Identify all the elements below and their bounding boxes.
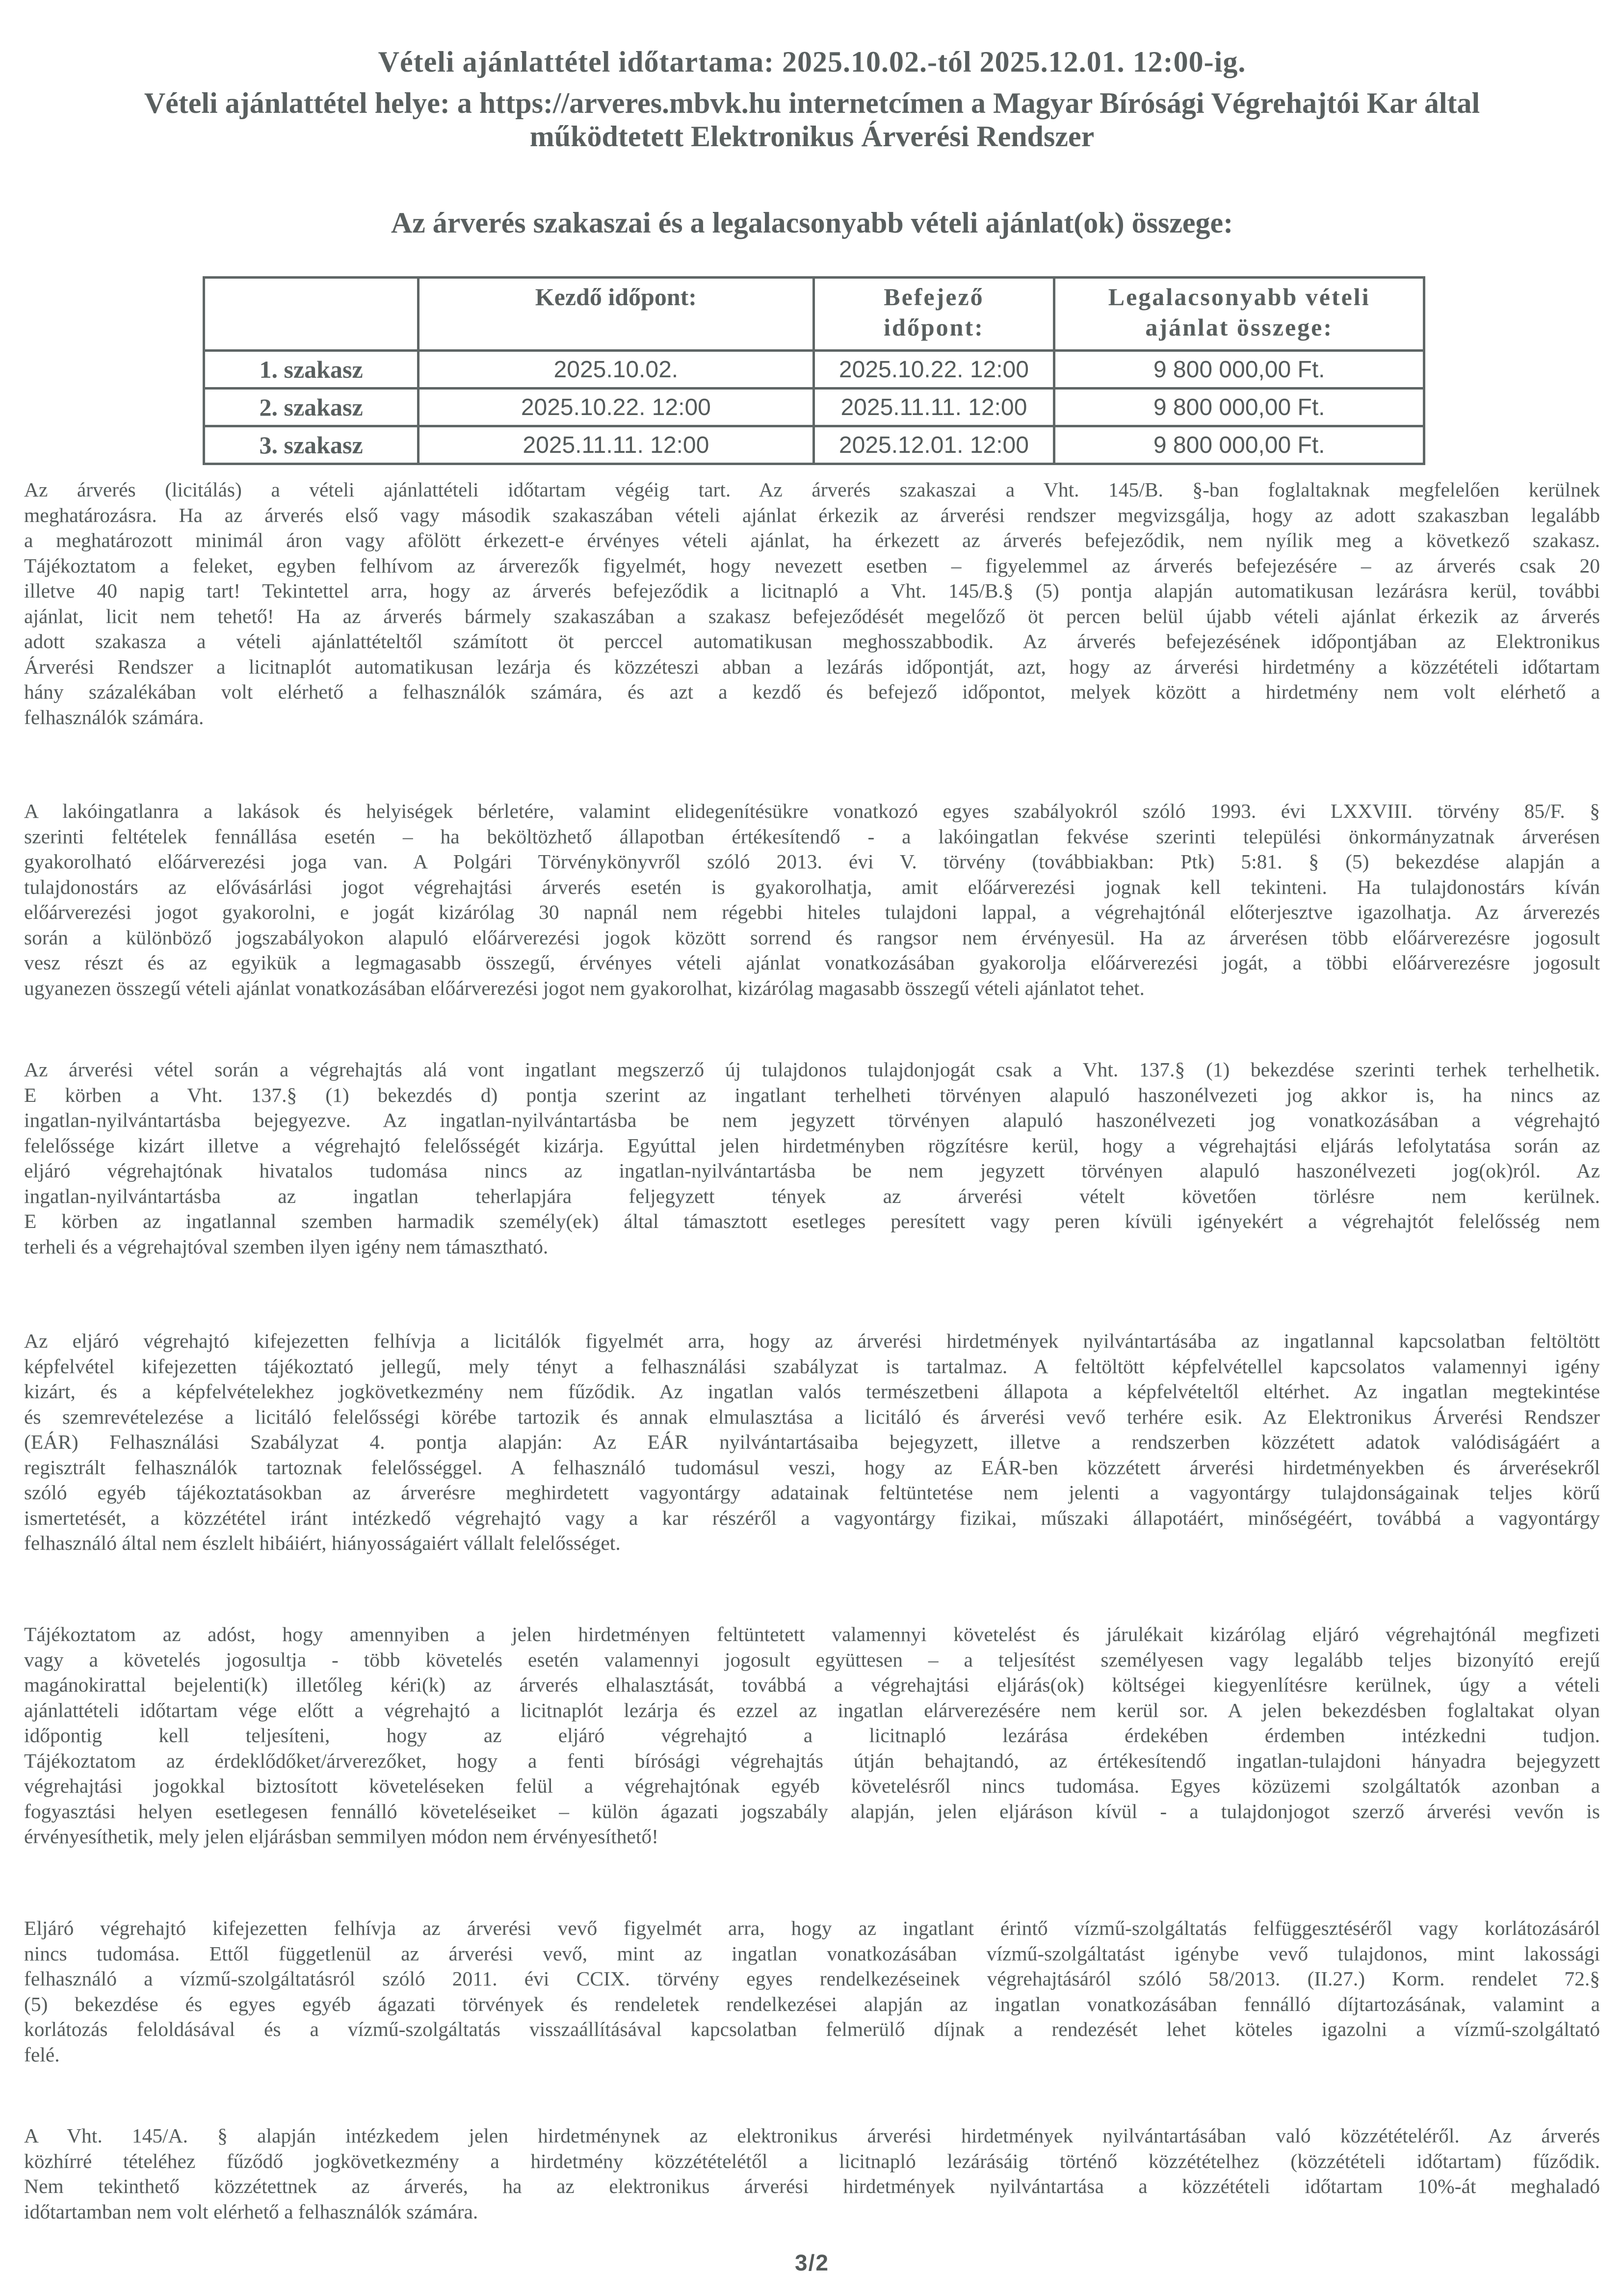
paragraph-line: Tájékoztatom a feleket, egyben felhívom az árverezők figyelmét, hogy nevezett esetben – figyelemmel az árverés befejezésére – az árverés csak 20: [24, 554, 1600, 577]
paragraph-line: Tájékoztatom az adóst, hogy amennyiben a jelen hirdetményen feltüntetett valamennyi követelést és járulékait kizárólag eljáró végrehajtónál megfizeti: [24, 1623, 1600, 1645]
paragraph-line: adott szakasza a vételi ajánlattételtől számított öt perccel automatikusan meghosszabbodik. Az árverés befejezésének időpontjában az Elektronikus: [24, 630, 1600, 652]
paragraph-pre-auction-rights: [24, 799, 1600, 1001]
paragraph-line: terheli és a végrehajtóval szemben ilyen igény nem támasztható.: [24, 1235, 549, 1258]
table-row: [204, 426, 1424, 464]
paragraph-line: felelőssége kizárt illetve a végrehajtó felelősségét kizárja. Egyúttal jelen hirdetményben rögzítésre kerül, hogy a végrehajtási eljárás lefolytatása során az: [24, 1134, 1600, 1157]
header-start-line: Kezdő időpont:: [535, 283, 697, 311]
paragraph-line: Nem tekinthető közzétettnek az árverés, ha az elektronikus árverési hirdetmények nyilvántartása a közzétételi időtartam 10%-át meghaladó: [24, 2175, 1600, 2197]
paragraph-line: Árverési Rendszer a licitnaplót automatikusan lezárja és közzéteszi abban a lezárás időpontját, azt, hogy az árverési hirdetmény a közzétételi időtartam: [24, 655, 1600, 678]
paragraph-debtor-info: [24, 1622, 1600, 1850]
header-min-offer: [1054, 278, 1424, 351]
paragraph-line: végrehajtási jogokkal biztosított követeléseken felül a végrehajtónak egyéb követelésről nincs tudomása. Egyes közüzemi szolgáltatók azonban a: [24, 1774, 1600, 1797]
paragraph-line: előárverezési jogot gyakorolni, e jogát kizárólag 30 napnál nem régebbi hiteles tulajdoni lappal, a végrehajtónál előterjesztve igazolhatja. Az árverezés: [24, 901, 1600, 923]
paragraph-line: A Vht. 145/A. § alapján intézkedem jelen hirdetménynek az elektronikus árverési hirdetmények nyilvántartásában való közzétételéről. Az árverés: [24, 2124, 1600, 2147]
paragraph-water-utility: [24, 1916, 1600, 2067]
paragraph-line: felhasználó által nem észlelt hibáiért, hiányosságaiért vállalt felelősséget.: [24, 1532, 621, 1554]
paragraph-line: felhasználó a vízmű-szolgáltatásról szóló 2011. évi CCIX. törvény egyes rendelkezéseinek végrehajtásáról szóló 58/2013. (II.27.) Korm. rendelet 72.§: [24, 1967, 1600, 1990]
stage-start: 2025.10.22. 12:00: [419, 389, 813, 426]
paragraph-line: Eljáró végrehajtó kifejezetten felhívja az árverési vevő figyelmét arra, hogy az ingatlant érintő vízmű-szolgáltatás felfüggesztéséről vagy korlátozásáról: [24, 1917, 1600, 1939]
paragraph-line: képfelvétel kifejezetten tájékoztató jellegű, mely tényt a felhasználási szabályzat is tartalmaz. A feltöltött képfelvétellel kapcsolatos valamennyi igény: [24, 1355, 1600, 1378]
paragraph-line: kizárt, és a képfelvételekhez jogkövetkezmény nem fűződik. Az ingatlan valós természetbeni állapota a képfelvételtől eltérhet. Az ingatlan megtekintése: [24, 1380, 1600, 1403]
table-header-row: [204, 278, 1424, 351]
paragraph-line: E körben az ingatlannal szemben harmadik személy(ek) által támasztott esetleges peresített vagy peren kívüli igényekért a végrehajtót felelősség nem: [24, 1210, 1600, 1232]
header-end-line-1: Befejező: [884, 283, 984, 311]
stages-section-title: Az árverés szakaszai és a legalacsonyabb vételi ajánlat(ok) összege:: [391, 207, 1233, 239]
paragraph-line: fogyasztási helyen esetlegesen fennálló követeléseiket – külön ágazati jogszabály alapján, jelen eljáráson kívül - a tulajdonjogot szerző árverési vevőn is: [24, 1800, 1600, 1823]
offer-place-heading: Vételi ajánlattétel helye: a https://arveres.mbvk.hu internetcímen a Magyar Bírósági Végrehajtói Kar által: [144, 87, 1480, 119]
stage-end: 2025.10.22. 12:00: [813, 351, 1054, 389]
header-end-line-2: időpont:: [884, 313, 984, 341]
paragraph-line: (EÁR) Felhasználási Szabályzat 4. pontja alapján: Az EÁR nyilvántartásaiba bejegyzett, illetve a rendszerben közzétett adatok valódiságáért a: [24, 1431, 1600, 1453]
paragraph-line: és szemrevételezése a licitáló felelősségi körébe tartozik és annak elmulasztása a licitáló és árverési vevő terhére esik. Az Elektronikus Árverési Rendszer: [24, 1405, 1600, 1428]
paragraph-line: érvényesíthetik, mely jelen eljárásban semmilyen módon nem érvényesíthető!: [24, 1825, 659, 1848]
paragraph-line: vagy a követelés jogosultja - több követelés esetén valamennyi jogosult együttesen – a teljesítést személyesen vagy legalább teljes bizonyító erejű: [24, 1648, 1600, 1671]
paragraph-line: ingatlan-nyilvántartásba az ingatlan teherlapjára feljegyzett tények az árverési vételt követően törlésre nem kerülnek.: [24, 1184, 1600, 1207]
stage-end: 2025.12.01. 12:00: [813, 426, 1054, 464]
paragraph-line: közhírré tételéhez fűződő jogkövetkezmény a hirdetmény közzétételétől a licitnapló lezárásáig történő közzétételhez (közzétételi időtartam) fűződik.: [24, 2149, 1600, 2172]
stage-start: 2025.10.02.: [419, 351, 813, 389]
paragraph-line: eljáró végrehajtónak hivatalos tudomása nincs az ingatlan-nyilvántartásba be nem jegyzett törvényen alapuló haszonélvezeti jog(ok)ról. Az: [24, 1159, 1600, 1182]
paragraph-line: vesz részt és az egyikük a legmagasabb összegű, érvényes vételi ajánlat vonatkozásában gyakorolja előárverezési jogát, a többi előárverezésre jogosult: [24, 951, 1600, 974]
offer-place-heading-cont: működtetett Elektronikus Árverési Rendszer: [529, 120, 1095, 153]
paragraph-line: során a különböző jogszabályokon alapuló előárverezési jogok között sorrend és rangsor nem érvényesül. Ha az árverésen több előárverezésre jogosult: [24, 926, 1600, 949]
paragraph-auction-duration: [24, 477, 1600, 730]
paragraph-line: ajánlat, licit nem tehető! Ha az árverés bármely szakaszában a szakasz befejeződését megelőző öt percen belül újabb vételi ajánlat érkezik az árverés: [24, 604, 1600, 627]
paragraph-line: illetve 40 napig tart! Tekintettel arra, hogy az árverés befejeződik a licitnapló a Vht. 145/B.§ (5) pontja alapján automatikusan lezárásra kerül, további: [24, 579, 1600, 602]
paragraph-line: hány százalékában volt elérhető a felhasználók számára, és azt a kezdő és befejező időpontot, melyek között a hirdetmény nem volt elérhető a: [24, 680, 1600, 703]
paragraph-line: időtartamban nem volt elérhető a felhasználók számára.: [24, 2200, 478, 2223]
table-row: [204, 351, 1424, 389]
paragraph-line: meghatározásra. Ha az árverés első vagy második szakaszában vételi ajánlat érkezik az árverési rendszer megvizsgálja, hogy az adott szakaszban legalább: [24, 503, 1600, 526]
stage-label: 3. szakasz: [204, 426, 419, 464]
header-start-time: [419, 278, 813, 351]
paragraph-line: ismertetését, a közzététel iránt intézkedő végrehajtó vagy a kar részéről a vagyontárgy fizikai, műszaki állapotáért, minőségéért, továbbá a vagyontárgy: [24, 1506, 1600, 1529]
paragraph-line: ugyanezen összegű vételi ajánlat vonatkozásában előárverezési jogot nem gyakorolhat, kizárólag magasabb összegű vételi ajánlatot tehet.: [24, 976, 1145, 999]
paragraph-line: Tájékoztatom az érdeklődőket/árverezőket, hogy a fenti bírósági végrehajtás útján behajtandó, az értékesítendő ingatlan-tulajdoni hányadra bejegyzett: [24, 1749, 1600, 1772]
header-amount-line-2: ajánlat összege:: [1145, 313, 1334, 341]
paragraph-line: magánokirattal bejelenti(k) illetőleg kéri(k) az árverés elhalasztását, továbbá a végrehajtási eljárás(ok) költségei kiegyenlítésre kerülnek, úgy a vételi: [24, 1673, 1600, 1696]
paragraph-line: felé.: [24, 2043, 60, 2066]
paragraph-line: szóló egyéb tájékoztatásokban az árverésre meghirdetett vagyontárgy adatainak feltüntetése nem jelenti a vagyontárgy tulajdonságainak teljes körű: [24, 1481, 1600, 1504]
paragraph-line: időpontig kell teljesíteni, hogy az eljáró végrehajtó a licitnapló lezárása érdekében érdemben intézkedni tudjon.: [24, 1724, 1600, 1747]
table-row: [204, 389, 1424, 426]
stage-start: 2025.11.11. 12:00: [419, 426, 813, 464]
paragraph-line: Az árverés (licitálás) a vételi ajánlattételi időtartam végéig tart. Az árverés szakaszai a Vht. 145/B. §-ban foglaltaknak megfelelően kerülnek: [24, 478, 1600, 501]
paragraph-line: korlátozás feloldásával és a vízmű-szolgáltatás visszaállításával kapcsolatban felmerülő díjnak a rendezését lehet köteles igazolni a vízmű-szolgáltató: [24, 2018, 1600, 2040]
paragraph-publication: [24, 2123, 1600, 2224]
paragraph-line: szerinti feltételek fennállása esetén – ha beköltözhető állapotban értékesítendő - a lakóingatlan fekvése szerinti települési önkormányzatnak árverésen: [24, 825, 1600, 848]
paragraph-line: A lakóingatlanra a lakások és helyiségek bérletére, valamint elidegenítésükre vonatkozó egyes szabályokról szóló 1993. évi LXXVIII. törvény 85/F. §: [24, 800, 1600, 822]
offer-period-heading: Vételi ajánlattétel időtartama: 2025.10.02.-tól 2025.12.01. 12:00-ig.: [378, 46, 1246, 78]
paragraph-line: regisztrált felhasználók tartoznak felelősséggel. A felhasználó tudomásul veszi, hogy az EÁR-ben közzétett árverési hirdetményekben és árverésekről: [24, 1456, 1600, 1479]
paragraph-line: Az eljáró végrehajtó kifejezetten felhívja a licitálók figyelmét arra, hogy az árverési hirdetmények nyilvántartásába az ingatlannal kapcsolatban feltöltött: [24, 1330, 1600, 1352]
header-amount-line-1: Legalacsonyabb vételi: [1108, 283, 1370, 311]
paragraph-line: tulajdonostárs az elővásárlási jogot végrehajtási árverés esetén is gyakorolhatja, amit előárverezési jognak kell tekinteni. Ha tulajdonostárs kíván: [24, 875, 1600, 898]
stage-min-amount: 9 800 000,00 Ft.: [1054, 389, 1424, 426]
paragraph-photos-liability: [24, 1329, 1600, 1556]
stage-min-amount: 9 800 000,00 Ft.: [1054, 351, 1424, 389]
page-number: 3/2: [795, 2250, 829, 2275]
paragraph-line: ingatlan-nyilvántartásba bejegyezve. Az ingatlan-nyilvántartásba be nem jegyzett törvényen alapuló haszonélvezeti jog vonatkozásában a végrehajtó: [24, 1109, 1600, 1131]
paragraph-line: felhasználók számára.: [24, 705, 204, 729]
paragraph-line: Az árverési vétel során a végrehajtás alá vont ingatlant megszerző új tulajdonos tulajdonjogát csak a Vht. 137.§ (1) bekezdése szerinti terhek terhelhetik.: [24, 1058, 1600, 1081]
paragraph-line: ajánlattételi időtartam vége előtt a végrehajtó a licitnaplót lezárja és ezzel az ingatlan elárverezésére nem kerül sor. A jelen bekezdésben foglaltakat olyan: [24, 1698, 1600, 1722]
auction-stages-table: [203, 276, 1425, 465]
paragraph-line: nincs tudomása. Ettől függetlenül az árverési vevő, mint az ingatlan vonatkozásában vízmű-szolgáltatást igénybe vevő tulajdonos, mint lakossági: [24, 1942, 1600, 1965]
paragraph-line: (5) bekezdése és egyes egyéb ágazati törvények és rendeletek rendelkezései alapján az ingatlan vonatkozásában fennálló díjtartozásának, valamint a: [24, 1992, 1600, 2015]
stage-label: 2. szakasz: [204, 389, 419, 426]
paragraph-line: a meghatározott minimál áron vagy afölött érkezett-e érvényes vételi ajánlat, ha érkezett az árverés befejeződik, nem nyílik meg a következő szakasz.: [24, 529, 1600, 551]
stage-min-amount: 9 800 000,00 Ft.: [1054, 426, 1424, 464]
stage-end: 2025.11.11. 12:00: [813, 389, 1054, 426]
paragraph-line: E körben a Vht. 137.§ (1) bekezdés d) pontja szerint az ingatlant terhelheti törvényen alapuló haszonélvezeti jog akkor is, ha nincs az: [24, 1083, 1600, 1106]
header-empty-cell: [204, 278, 419, 351]
paragraph-line: gyakorolható előárverezési joga van. A Polgári Törvénykönyvről szóló 2013. évi V. törvény (továbbiakban: Ptk) 5:81. § (5) bekezdése alapján a: [24, 850, 1600, 873]
header-end-time: [813, 278, 1054, 351]
stage-label: 1. szakasz: [204, 351, 419, 389]
paragraph-encumbrances: [24, 1057, 1600, 1259]
